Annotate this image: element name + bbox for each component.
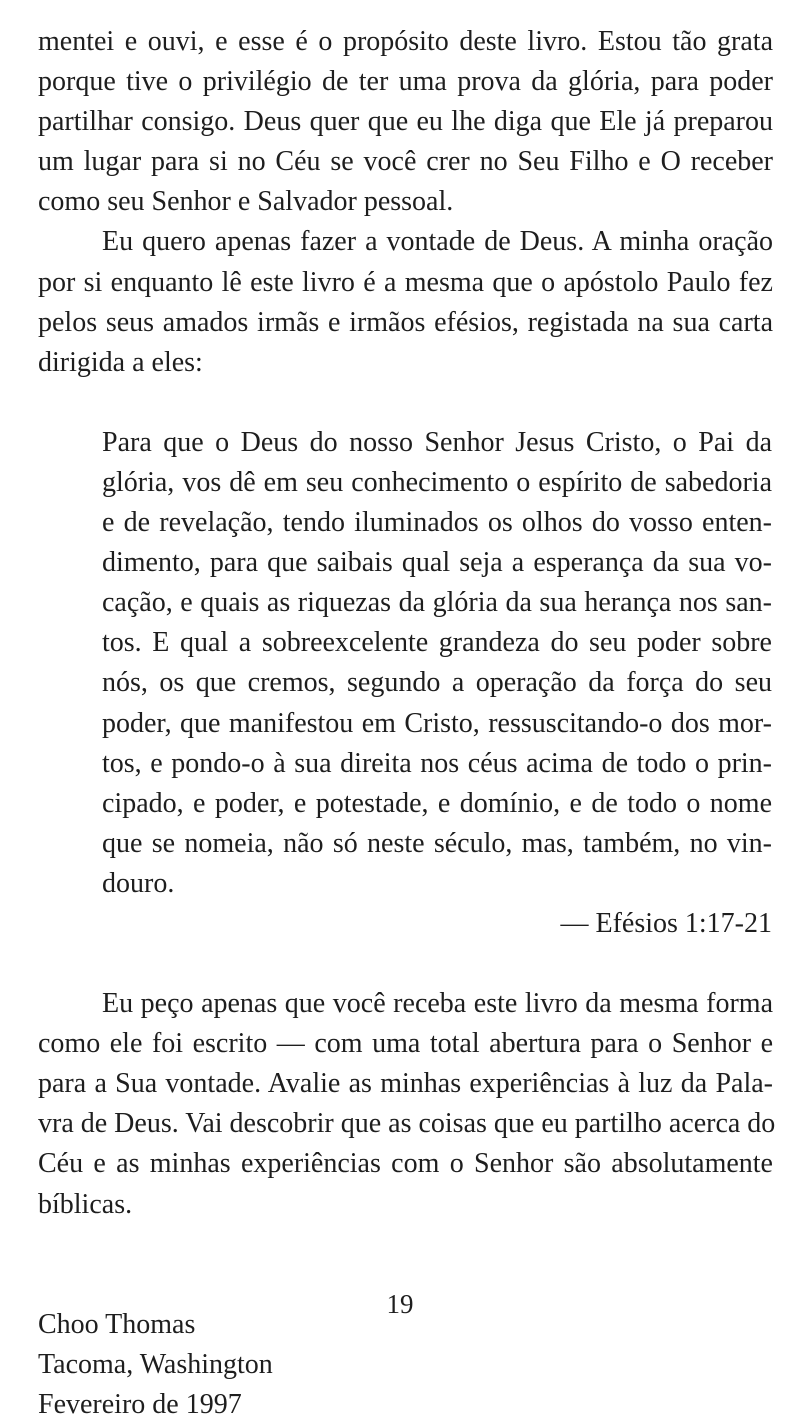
signature-block	[38, 1305, 773, 1425]
quote-line: cação, e quais as riquezas da glória da sua herança nos san-	[102, 587, 772, 619]
text-line: pelos seus amados irmãs e irmãos efésios, registada na sua carta	[38, 306, 773, 338]
text-line: partilhar consigo. Deus quer que eu lhe diga que Ele já preparou	[38, 106, 773, 138]
quote-line: nós, os que cremos, segundo a operação da força do seu	[102, 667, 772, 699]
quote-line: poder, que manifestou em Cristo, ressuscitando-o dos mor-	[102, 707, 772, 739]
text-line: por si enquanto lê este livro é a mesma que o apóstolo Paulo fez	[38, 266, 773, 298]
paragraph-prayer	[38, 222, 773, 382]
book-page	[38, 22, 776, 1425]
quote-line: cipado, e poder, e potestade, e domínio, e de todo o nome	[102, 787, 772, 819]
text-line: Céu e as minhas experiências com o Senhor são absolutamente	[38, 1148, 773, 1180]
text-line: Eu quero apenas fazer a vontade de Deus. A minha oração	[102, 226, 773, 258]
text-line: um lugar para si no Céu se você crer no Seu Filho e O receber	[38, 146, 773, 178]
paragraph-continuation	[38, 22, 773, 222]
quote-line: douro.	[102, 867, 175, 899]
text-line: bíblicas.	[38, 1188, 133, 1220]
quote-line: Para que o Deus do nosso Senhor Jesus Cristo, o Pai da	[102, 426, 772, 458]
quote-line: que se nomeia, não só neste século, mas, também, no vin-	[102, 827, 772, 859]
quote-line: e de revelação, tendo iluminados os olhos do vosso enten-	[102, 507, 772, 539]
page-number: 19	[386, 1289, 414, 1319]
quote-line: tos, e pondo-o à sua direita nos céus acima de todo o prin-	[102, 747, 772, 779]
quote-line: glória, vos dê em seu conhecimento o espírito de sabedoria	[102, 466, 772, 498]
block-quote	[102, 423, 772, 944]
text-line: dirigida a eles:	[38, 346, 203, 378]
quote-line: dimento, para que saibais qual seja a esperança da sua vo-	[102, 547, 772, 579]
text-line: porque tive o privilégio de ter uma prova da glória, para poder	[38, 66, 773, 98]
quote-attribution: — Efésios 1:17-21	[560, 907, 772, 939]
text-line: mentei e ouvi, e esse é o propósito deste livro. Estou tão grata	[38, 26, 773, 57]
author-location: Tacoma, Washington	[38, 1348, 273, 1380]
author-name: Choo Thomas	[38, 1308, 196, 1340]
text-line: para a Sua vontade. Avalie as minhas experiências à luz da Pala-	[38, 1068, 773, 1100]
text-line: Eu peço apenas que você receba este livro da mesma forma	[102, 988, 773, 1020]
quote-line: tos. E qual a sobreexcelente grandeza do seu poder sobre	[102, 627, 772, 659]
signature-date: Fevereiro de 1997	[38, 1388, 242, 1420]
text-line: como seu Senhor e Salvador pessoal.	[38, 186, 454, 218]
paragraph-request	[38, 984, 776, 1225]
text-line: como ele foi escrito — com uma total abertura para o Senhor e	[38, 1028, 773, 1060]
text-line: vra de Deus. Vai descobrir que as coisas que eu partilho acerca do	[38, 1108, 776, 1140]
